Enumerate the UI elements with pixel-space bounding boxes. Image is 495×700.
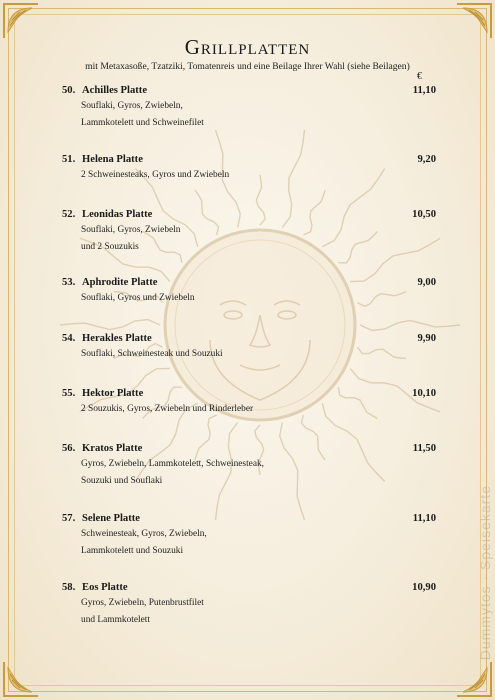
- item-description-line: Lammkotelett und Souzuki: [81, 546, 184, 556]
- item-description-line: und 2 Souzukis: [81, 242, 139, 252]
- item-number: 53.: [62, 277, 76, 288]
- item-number: 51.: [62, 154, 76, 165]
- item-description: [81, 595, 436, 629]
- item-name: Herakles Platte: [82, 333, 152, 344]
- menu-item: [62, 581, 436, 629]
- item-description-line: 2 Schweinesteaks, Gyros und Zwiebeln: [81, 170, 230, 180]
- item-description-line: Souflaki, Gyros und Zwiebeln: [81, 293, 195, 303]
- currency-symbol: €: [417, 71, 422, 82]
- item-description: [81, 98, 436, 132]
- item-description-line: 2 Souzukis, Gyros, Zwiebeln und Rinderleber: [81, 404, 254, 414]
- item-price: 11,50: [412, 443, 436, 454]
- item-description: [81, 526, 436, 560]
- item-description: [81, 401, 436, 418]
- menu-item: [62, 276, 436, 307]
- item-number: 58.: [62, 582, 76, 593]
- item-description-line: Lammkotelett und Schweinefilet: [81, 118, 204, 128]
- item-price: 10,10: [412, 388, 436, 399]
- item-description-line: Souzuki und Souflaki: [81, 476, 163, 486]
- item-name: Achilles Platte: [82, 85, 148, 96]
- item-price: 11,10: [412, 513, 436, 524]
- item-name: Eos Platte: [82, 582, 128, 593]
- item-name: Helena Platte: [82, 154, 143, 165]
- item-price: 9,20: [417, 154, 436, 165]
- menu-item: [62, 208, 436, 256]
- item-name: Aphrodite Platte: [82, 277, 158, 288]
- item-price: 10,50: [412, 209, 436, 220]
- item-description-line: Gyros, Zwiebeln, Putenbrustfilet: [81, 598, 204, 608]
- menu-item: [62, 84, 436, 132]
- item-price: 9,00: [417, 277, 436, 288]
- item-price: 11,10: [412, 85, 436, 96]
- item-description: [81, 222, 436, 256]
- item-number: 50.: [62, 85, 76, 96]
- corner-ornament-icon: [2, 2, 40, 40]
- item-price: 9,90: [417, 333, 436, 344]
- watermark: Dummytos · Speisekarte: [477, 484, 493, 660]
- item-name: Hektor Platte: [82, 388, 144, 399]
- item-description-line: Souflaki, Gyros, Zwiebeln: [81, 225, 181, 235]
- item-number: 56.: [62, 443, 76, 454]
- corner-ornament-icon: [455, 660, 493, 698]
- item-name: Kratos Platte: [82, 443, 143, 454]
- item-name: Selene Platte: [82, 513, 140, 524]
- page-title: Grillplatten: [184, 35, 311, 59]
- item-number: 55.: [62, 388, 76, 399]
- item-number: 52.: [62, 209, 76, 220]
- menu-item: [62, 512, 436, 560]
- page-subtitle: mit Metaxasoße, Tzatziki, Tomatenreis und eine Beilage Ihrer Wahl (siehe Beilagen): [85, 61, 410, 72]
- item-price: 10,90: [412, 582, 436, 593]
- item-description-line: Gyros, Zwiebeln, Lammkotelett, Schweinesteak,: [81, 459, 265, 469]
- item-number: 57.: [62, 513, 76, 524]
- corner-ornament-icon: [2, 660, 40, 698]
- item-number: 54.: [62, 333, 76, 344]
- menu-item: [62, 442, 436, 490]
- item-description-line: Souflaki, Schweinesteak und Souzuki: [81, 349, 223, 359]
- item-description: [81, 167, 436, 184]
- item-description-line: Schweinesteak, Gyros, Zwiebeln,: [81, 529, 207, 539]
- item-description-line: und Lammkotelett: [81, 615, 150, 625]
- item-description: [81, 290, 436, 307]
- item-description: [81, 456, 436, 490]
- menu-item: [62, 153, 436, 184]
- corner-ornament-icon: [455, 2, 493, 40]
- menu-item: [62, 332, 436, 363]
- menu-item: [62, 387, 436, 418]
- item-description: [81, 346, 436, 363]
- item-description-line: Souflaki, Gyros, Zwiebeln,: [81, 101, 183, 111]
- item-name: Leonidas Platte: [82, 209, 153, 220]
